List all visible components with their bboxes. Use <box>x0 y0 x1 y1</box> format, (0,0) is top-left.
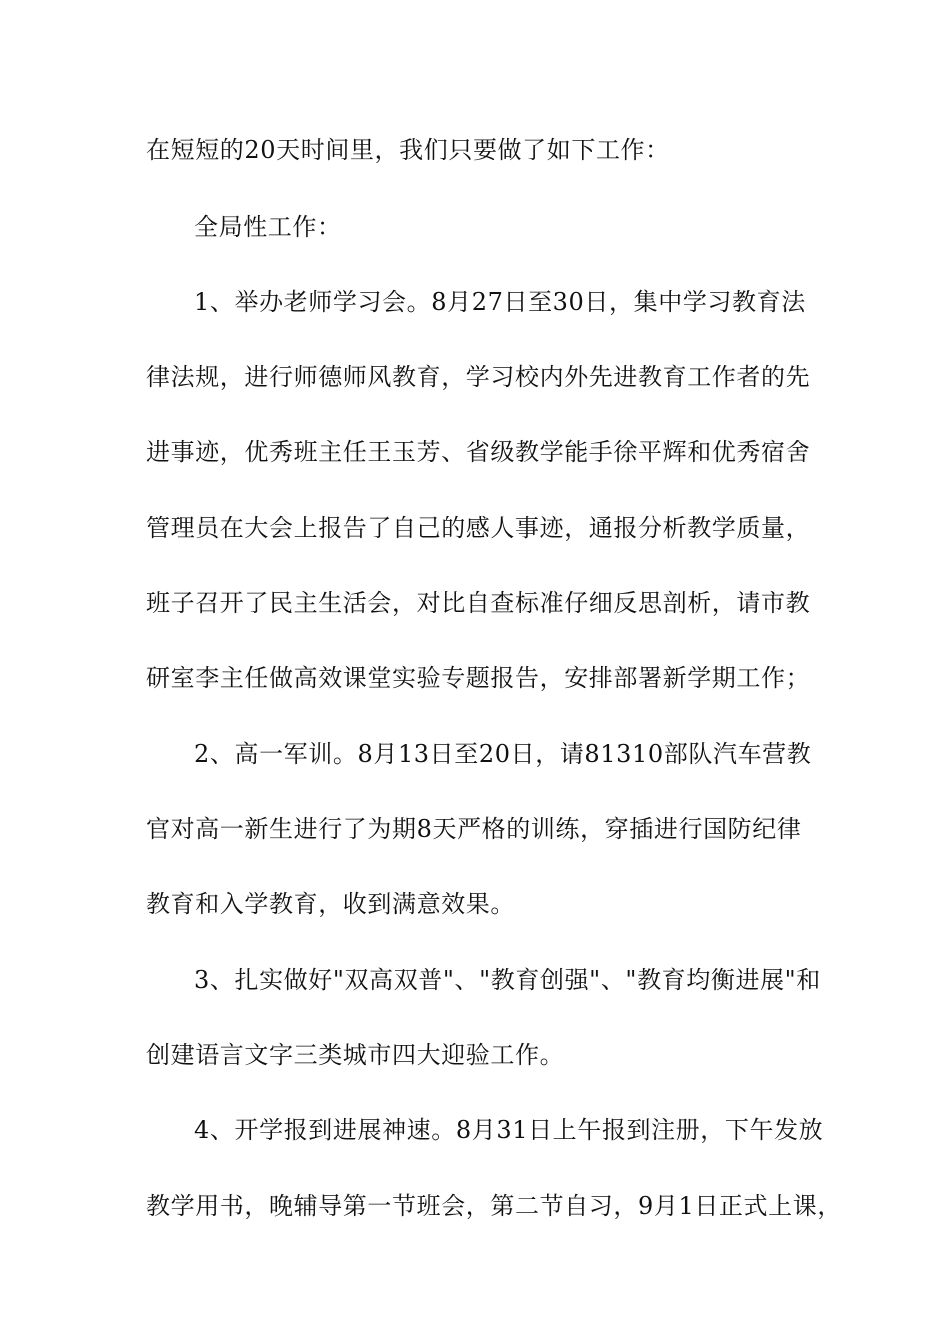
paragraph-line: 4、开学报到进展神速。8月31日上午报到注册，下午发放 <box>194 1116 824 1144</box>
paragraph-line: 律法规，进行师德师风教育，学习校内外先进教育工作者的先 <box>146 363 811 391</box>
paragraph-line: 1、举办老师学习会。8月27日至30日，集中学习教育法 <box>194 288 806 316</box>
paragraph-line: 教学用书，晚辅导第一节班会，第二节自习，9月1日正式上课， <box>146 1192 842 1220</box>
paragraph-line: 官对高一新生进行了为期8天严格的训练，穿插进行国防纪律 <box>146 815 802 843</box>
paragraph-line: 创建语言文字三类城市四大迎验工作。 <box>146 1041 565 1069</box>
paragraph-line: 3、扎实做好"双高双普"、"教育创强"、"教育均衡进展"和 <box>194 966 821 994</box>
paragraph-line: 进事迹，优秀班主任王玉芳、省级教学能手徐平辉和优秀宿舍 <box>146 438 811 466</box>
text-line: 在短短的20天时间里，我们只要做了如下工作： <box>146 136 670 164</box>
paragraph-line: 管理员在大会上报告了自己的感人事迹，通报分析教学质量， <box>146 514 811 542</box>
paragraph-line: 2、高一军训。8月13日至20日，请81310部队汽车营教 <box>194 740 812 768</box>
paragraph-line: 班子召开了民主生活会，对比自查标准仔细反思剖析，请市教 <box>146 589 811 617</box>
paragraph-line: 研室李主任做高效课堂实验专题报告，安排部署新学期工作； <box>146 664 811 692</box>
paragraph-line: 教育和入学教育，收到满意效果。 <box>146 890 515 918</box>
section-heading: 全局性工作： <box>194 213 342 241</box>
